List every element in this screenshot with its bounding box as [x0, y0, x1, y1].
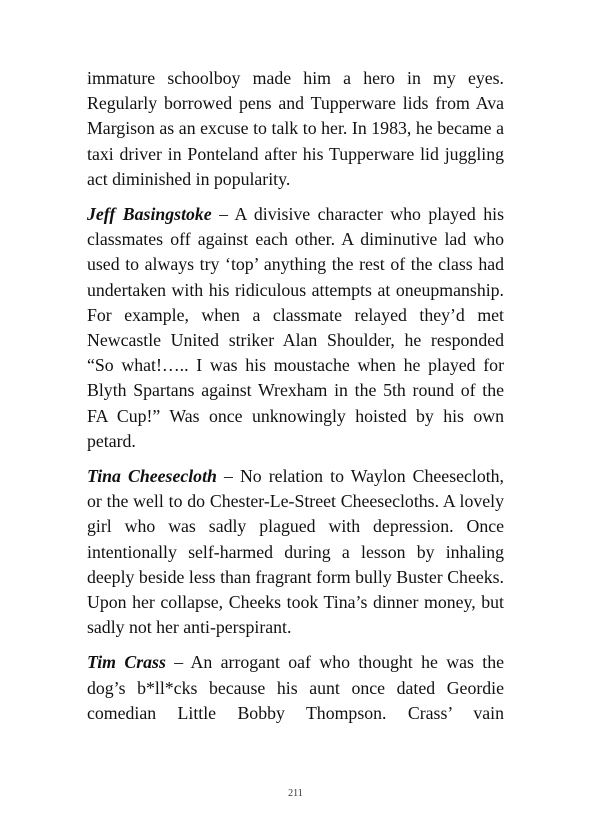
- entry-name: Tina Cheesecloth: [87, 466, 217, 487]
- entry-tim-crass: [87, 650, 504, 726]
- entry-tina-cheesecloth: [87, 464, 504, 640]
- entry-text: – No relation to Waylon Cheesecloth, or the well to do Chester-Le-Street Cheesecloths. A lovely girl who was sadly plagued with depression. Once intentionally self-harmed during a lesson by inhaling deeply beside less than fragrant form bully Buster Cheeks. Upon her collapse, Cheeks took Tina’s dinner money, but sadly not her anti-perspirant.: [87, 466, 505, 638]
- entry-text: immature schoolboy made him a hero in my eyes. Regularly borrowed pens and Tupperware lids from Ava Margison as an excuse to talk to her. In 1983, he became a taxi driver in Ponteland after his Tupperware lid juggling act diminished in popularity.: [87, 68, 504, 189]
- entry-continuation: [87, 66, 504, 192]
- entry-jeff-basingstoke: [87, 202, 504, 454]
- page-number: 211: [288, 788, 303, 799]
- book-page-body: [87, 66, 504, 736]
- entry-text: – A divisive character who played his classmates off against each other. A diminutive lad who used to always try ‘top’ anything the rest of the class had undertaken with his ridiculous attempts at oneupmanship. For example, when a classmate relayed they’d met Newcastle United striker Alan Shoulder, he responded “So what!….. I was his moustache when he played for Blyth Spartans against Wrexham in the 5th round of the FA Cup!” Was once unknowingly hoisted by his own petard.: [87, 204, 504, 451]
- entry-text: – An arrogant oaf who thought he was the dog’s b*ll*cks because his aunt once dated Geordie comedian Little Bobby Thompson. Crass’ vain: [87, 652, 504, 723]
- entry-name: Tim Crass: [87, 652, 166, 673]
- entry-name: Jeff Basingstoke: [87, 204, 212, 225]
